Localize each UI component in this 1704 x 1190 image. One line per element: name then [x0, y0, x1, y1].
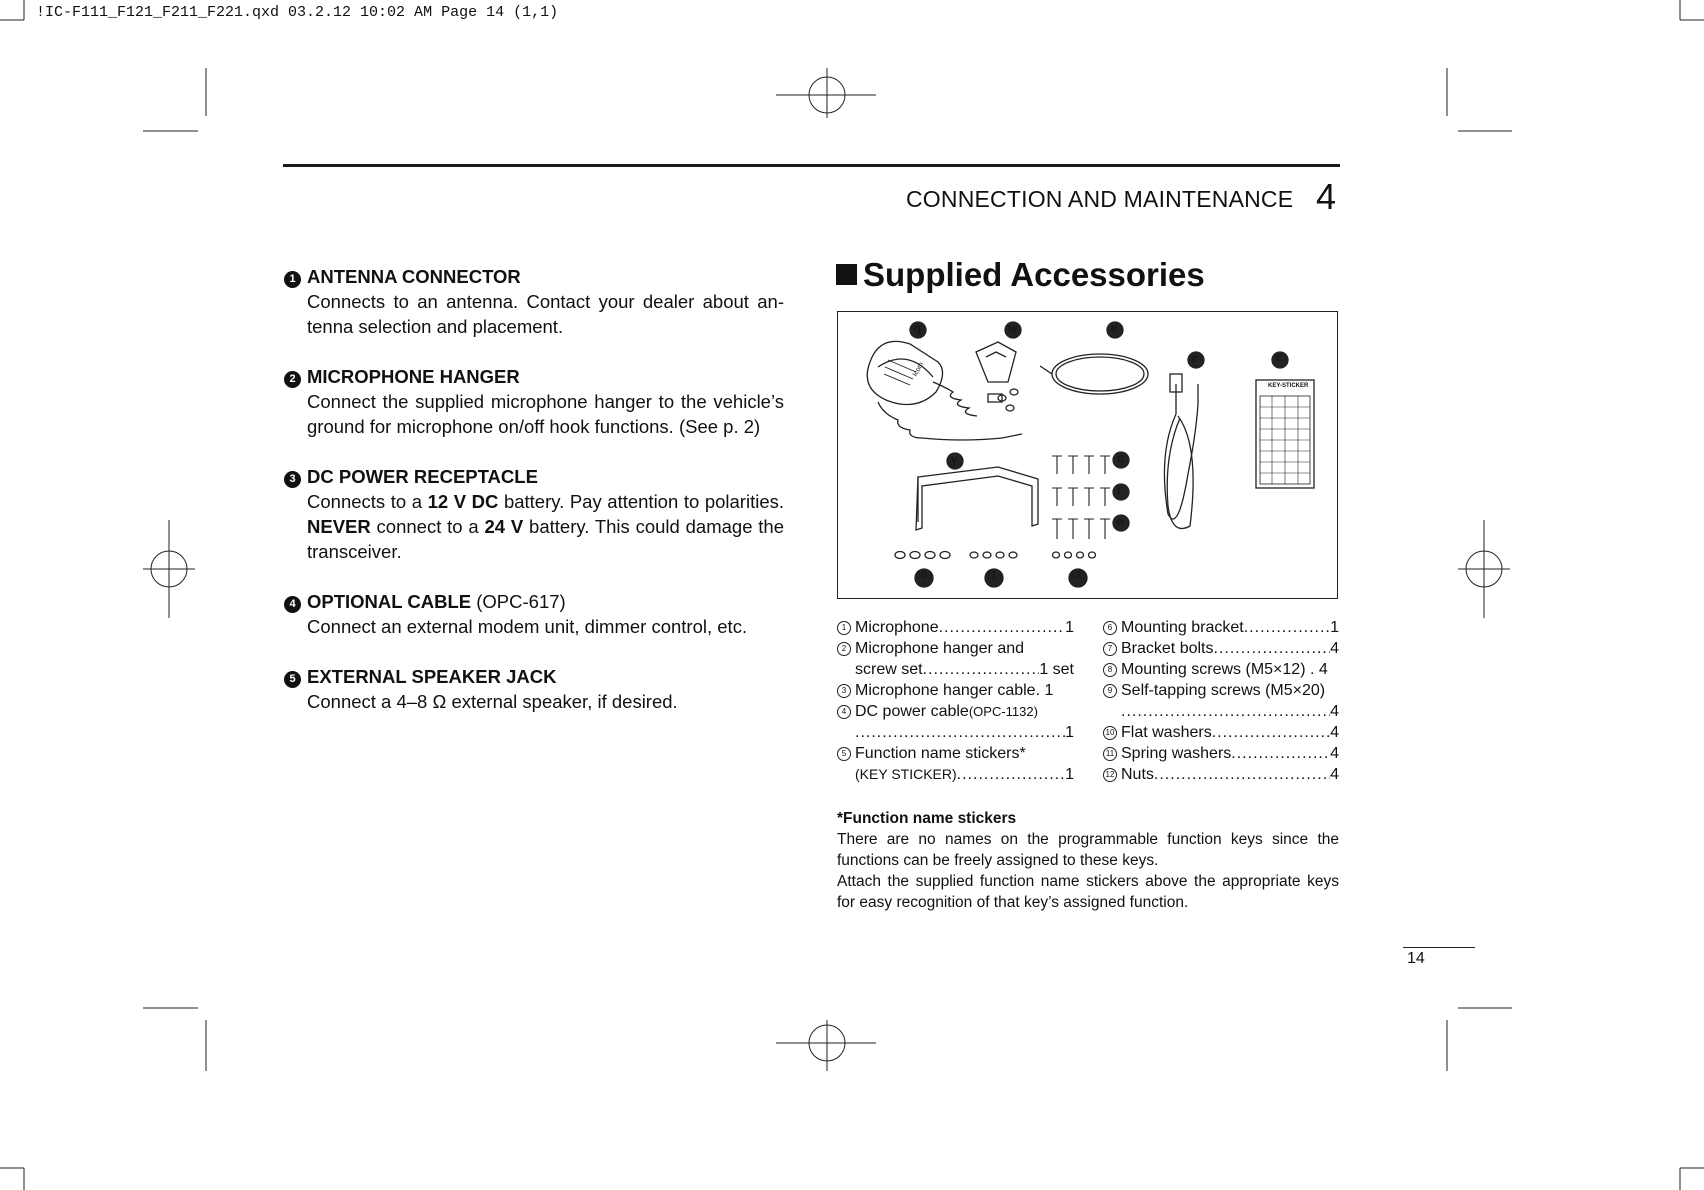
callout-2: w [1008, 322, 1018, 335]
item-number-badge: 2 [284, 371, 301, 388]
list-item: 1 Microphone ..... 1 [837, 617, 1074, 638]
item-heading: MICROPHONE HANGER [307, 366, 520, 387]
file-slug: !IC-F111_F121_F211_F221.qxd 03.2.12 10:02 AM Page 14 (1,1) [36, 4, 559, 21]
list-item: 2 Microphone hanger and [837, 638, 1074, 659]
accessories-list-left [837, 617, 1074, 785]
item-body: Connect an external modem unit, dimmer control, etc. [307, 616, 748, 637]
list-item: 3 Microphone hanger cable . 1 [837, 680, 1074, 701]
callout-10: !0 [917, 570, 928, 581]
list-item: 8 Mounting screws (M5×12) . 4 [1103, 659, 1339, 680]
list-item: (KEY STICKER) ..... 1 [837, 764, 1074, 785]
square-bullet-icon [836, 264, 857, 285]
list-item: ..... 4 [1103, 701, 1339, 722]
callout-11: !1 [987, 570, 998, 581]
callout-4: r [1192, 352, 1198, 365]
list-item: 4 DC power cable (OPC-1132) [837, 701, 1074, 722]
callout-6: y [951, 453, 958, 466]
callout-12: !2 [1071, 570, 1082, 581]
list-item: ..... 1 [837, 722, 1074, 743]
list-item: 9 Self-tapping screws (M5×20) [1103, 680, 1339, 701]
page-number-rule [1403, 947, 1475, 948]
list-item: 7 Bracket bolts ..... 4 [1103, 638, 1339, 659]
callout-8: i [1117, 484, 1121, 497]
antenna-connector-item [284, 264, 784, 339]
item-number-badge: 5 [284, 671, 301, 688]
list-item: 12 Nuts ..... 4 [1103, 764, 1339, 785]
item-heading: DC POWER RECEPTACLE [307, 466, 538, 487]
list-item: 6 Mounting bracket ..... 1 [1103, 617, 1339, 638]
list-item: 10 Flat washers ..... 4 [1103, 722, 1339, 743]
section-header-title: CONNECTION AND MAINTENANCE [906, 186, 1294, 212]
item-body: Connect the supplied microphone hanger to the vehicle’s ground for microphone on/off hook functions. (See p. 2) [307, 391, 784, 437]
mic-brand-label: Icom [911, 361, 926, 378]
callout-1: q [914, 322, 922, 335]
page-number: 14 [1407, 950, 1425, 967]
list-item: screw set ..... 1 set [837, 659, 1074, 680]
item-heading-suffix: (OPC-617) [471, 591, 566, 612]
item-body: Connect a 4–8 Ω external speaker, if desired. [307, 691, 678, 712]
header-rule [283, 164, 1340, 167]
callout-5: t [1276, 352, 1281, 365]
item-heading: OPTIONAL CABLE [307, 591, 472, 612]
accessories-list-right [1103, 617, 1339, 785]
callout-3: e [1111, 322, 1118, 335]
item-number-badge: 1 [284, 271, 301, 288]
dc-power-receptacle-item [284, 464, 784, 564]
supplied-accessories-title: Supplied Accessories [836, 256, 1205, 294]
item-number-badge: 4 [284, 596, 301, 613]
item-heading: EXTERNAL SPEAKER JACK [307, 666, 557, 687]
accessories-drawing [838, 312, 1336, 597]
item-body: Connects to an antenna. Contact your dealer about an-tenna selection and placement. [307, 291, 784, 337]
sticker-label: KEY-STICKER [1268, 383, 1309, 389]
note-heading: *Function name stickers [837, 810, 1017, 827]
note-paragraph: There are no names on the programmable function keys since the functions can be freely assigned to these keys. [837, 831, 1339, 869]
function-stickers-note [837, 808, 1339, 913]
microphone-hanger-item [284, 364, 784, 439]
list-item: 11 Spring washers ..... 4 [1103, 743, 1339, 764]
accessories-illustration [837, 311, 1338, 599]
chapter-number: 4 [1316, 176, 1337, 217]
item-body: Connects to a 12 V DC battery. Pay attention to polarities. NEVER connect to a 24 V battery. This could damage the transceiver. [307, 491, 785, 562]
item-number-badge: 3 [284, 471, 301, 488]
optional-cable-item [284, 589, 784, 639]
note-paragraph: Attach the supplied function name stickers above the appropriate keys for easy recognition of that key’s assigned function. [837, 873, 1339, 911]
item-heading: ANTENNA CONNECTOR [307, 266, 521, 287]
list-item: 5 Function name stickers* [837, 743, 1074, 764]
callout-9: o [1117, 515, 1124, 528]
external-speaker-jack-item [284, 664, 784, 714]
callout-7: u [1117, 452, 1125, 465]
